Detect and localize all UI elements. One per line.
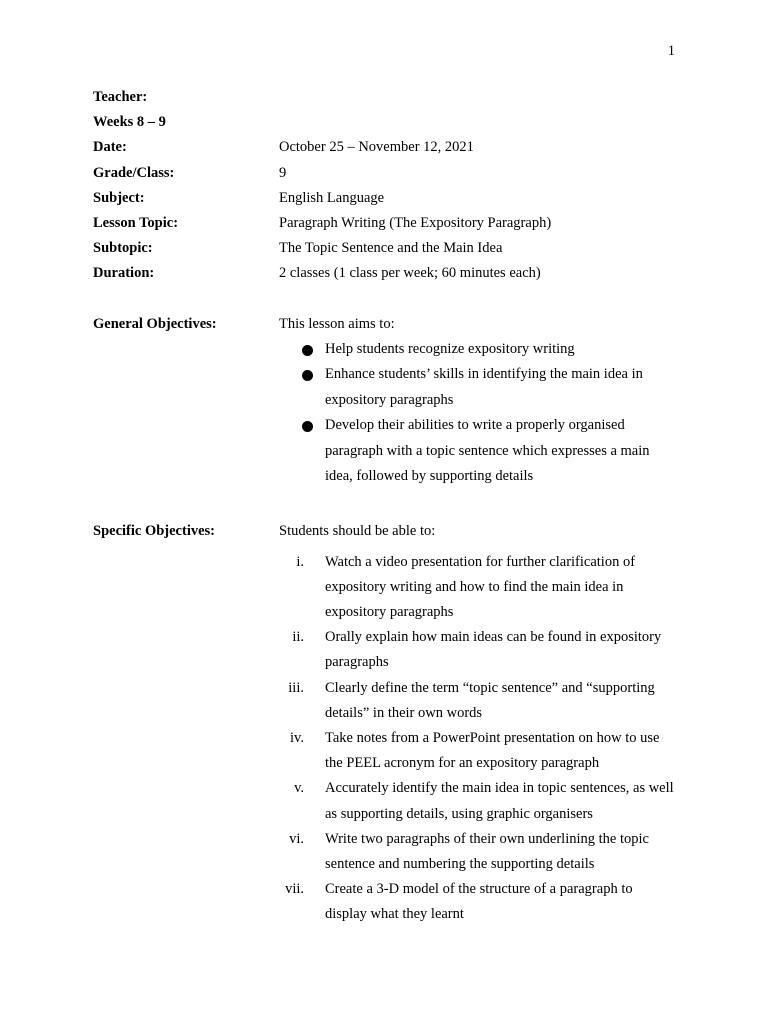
list-item	[300, 337, 660, 362]
teacher-label: Teacher:	[93, 89, 148, 105]
list-item	[300, 413, 660, 489]
list-number: iii.	[288, 679, 304, 696]
bullet-text: Develop their abilities to write a properly organised paragraph with a topic sentence which expresses a main idea, followed by supporting details	[325, 417, 650, 484]
list-item	[278, 625, 678, 675]
list-number: iv.	[290, 729, 304, 746]
specific-objectives-intro: Students should be able to:	[279, 523, 436, 540]
list-item	[300, 362, 660, 413]
duration-value: 2 classes (1 class per week; 60 minutes each)	[279, 265, 541, 282]
weeks-row	[93, 110, 683, 135]
teacher-row	[93, 85, 683, 110]
subject-row	[93, 186, 683, 211]
grade-row	[93, 161, 683, 186]
specific-objectives-row	[93, 519, 683, 544]
general-objectives-list	[300, 337, 660, 489]
lesson-topic-row	[93, 211, 683, 236]
date-row	[93, 135, 683, 160]
duration-label: Duration:	[93, 265, 155, 282]
list-item	[278, 776, 678, 826]
bullet-icon	[300, 362, 325, 413]
weeks-value	[279, 110, 683, 135]
lesson-topic-value: Paragraph Writing (The Expository Paragraph)	[279, 214, 552, 231]
subtopic-label: Subtopic:	[93, 240, 153, 257]
lesson-topic-label: Lesson Topic:	[93, 214, 179, 231]
bullet-icon	[300, 337, 325, 362]
subject-label: Subject:	[93, 189, 145, 206]
lesson-plan	[93, 85, 683, 928]
grade-label: Grade/Class:	[93, 164, 175, 181]
subject-value: English Language	[279, 189, 385, 206]
list-item	[278, 550, 678, 626]
bullet-icon	[300, 413, 325, 489]
list-number: v.	[294, 780, 304, 797]
grade-value: 9	[279, 164, 287, 181]
date-label: Date:	[93, 139, 127, 156]
date-value: October 25 – November 12, 2021	[279, 139, 474, 156]
list-text: Orally explain how main ideas can be found in expository paragraphs	[325, 629, 662, 671]
bullet-text: Enhance students’ skills in identifying the main idea in expository paragraphs	[325, 366, 643, 408]
bullet-text: Help students recognize expository writing	[325, 340, 575, 357]
list-item	[278, 676, 678, 726]
specific-objectives-label: Specific Objectives:	[93, 523, 216, 540]
list-item	[278, 827, 678, 877]
weeks-label: Weeks 8 – 9	[93, 114, 166, 131]
list-text: Take notes from a PowerPoint presentation on how to use the PEEL acronym for an expository paragraph	[325, 729, 660, 772]
list-text: Write two paragraphs of their own underlining the topic sentence and numbering the supporting details	[325, 830, 649, 872]
subtopic-row	[93, 236, 683, 261]
subtopic-value: The Topic Sentence and the Main Idea	[279, 240, 503, 257]
general-objectives-row	[93, 312, 683, 337]
list-number: vii.	[285, 881, 304, 898]
list-number: i.	[296, 553, 304, 570]
general-objectives-intro: This lesson aims to:	[279, 315, 395, 332]
list-text: Clearly define the term “topic sentence” and “supporting details” in their own words	[325, 679, 655, 721]
specific-objectives-list	[278, 550, 678, 928]
teacher-value	[279, 85, 683, 110]
list-text: Accurately identify the main idea in topic sentences, as well as supporting details, using graphic organisers	[325, 780, 674, 822]
duration-row	[93, 261, 683, 286]
list-item	[278, 726, 678, 776]
list-number: vi.	[289, 830, 304, 847]
list-number: ii.	[292, 629, 304, 646]
general-objectives-label: General Objectives:	[93, 315, 217, 332]
list-item	[278, 877, 678, 927]
list-text: Watch a video presentation for further clarification of expository writing and how to find the main idea in expository paragraphs	[325, 553, 636, 620]
list-text: Create a 3-D model of the structure of a paragraph to display what they learnt	[325, 881, 633, 923]
page-number: 1	[667, 43, 675, 59]
